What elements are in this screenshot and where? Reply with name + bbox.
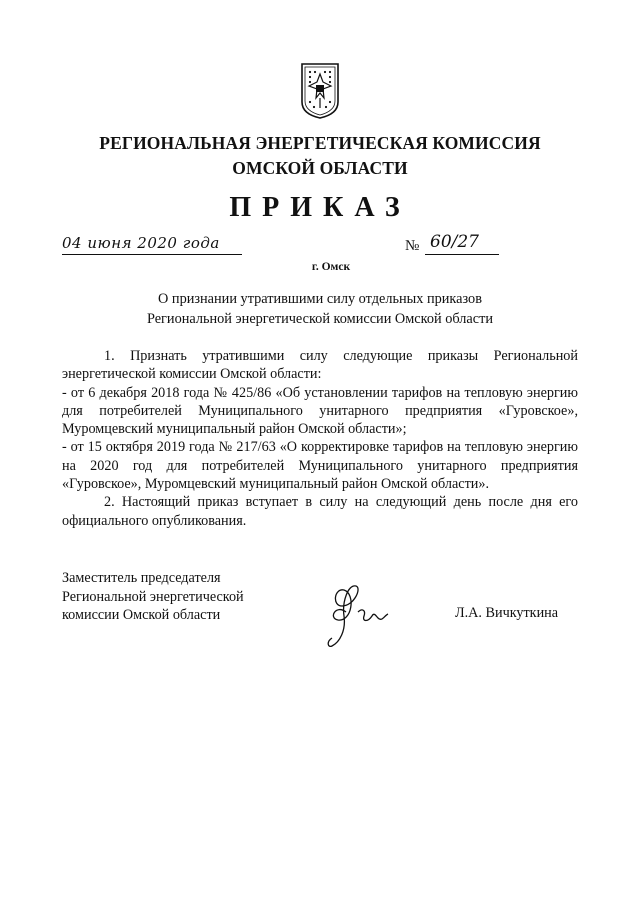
order-subject bbox=[0, 289, 640, 329]
position-line: комиссии Омской области bbox=[62, 607, 221, 623]
signatory-position bbox=[62, 569, 244, 625]
organization-region: ОМСКОЙ ОБЛАСТИ bbox=[232, 158, 408, 178]
document-type-title: ПРИКАЗ bbox=[229, 192, 411, 223]
subject-line: Региональной энергетической комиссии Омской области bbox=[146, 311, 494, 327]
handwritten-date: 04 июня 2020 года bbox=[62, 234, 220, 252]
order-body bbox=[62, 347, 578, 530]
city-line bbox=[0, 261, 640, 273]
paragraph-subitem-1: - от 6 декабря 2018 года № 425/86 «Об установлении тарифов на тепловую энергию для потребителей Муниципального унитарного предприятия «Гуровское», Муромцевский муниципальный район Омской области»; bbox=[62, 384, 578, 438]
position-line: Региональной энергетической bbox=[62, 588, 244, 605]
date-underline bbox=[62, 254, 242, 255]
paragraph-item-1: 1. Признать утратившими силу следующие приказы Региональной энергетической комиссии Омской области: bbox=[62, 348, 578, 383]
city-name: г. Омск bbox=[311, 261, 351, 273]
signatory-name: Л.А. Вичкуткина bbox=[455, 605, 559, 621]
paragraph-subitem-2: - от 15 октября 2019 года № 217/63 «О корректировке тарифов на тепловую энергию на 2020 год для потребителей Муниципального унитарного предприятия «Гуровское», Муромцевский муниципальный район Омской области». bbox=[62, 439, 578, 493]
coat-of-arms-icon bbox=[300, 62, 340, 120]
number-sign: № bbox=[405, 238, 420, 254]
subject-line: О признании утратившими силу отдельных приказов bbox=[158, 291, 482, 307]
number-underline bbox=[425, 254, 499, 255]
position-line: Заместитель председателя bbox=[62, 570, 221, 586]
handwritten-order-number: 60/27 bbox=[430, 232, 479, 252]
paragraph-item-2: 2. Настоящий приказ вступает в силу на следующий день после дня его официального опубликования. bbox=[62, 494, 578, 529]
handwritten-signature bbox=[318, 582, 398, 650]
organization-name: РЕГИОНАЛЬНАЯ ЭНЕРГЕТИЧЕСКАЯ КОМИССИЯ bbox=[99, 133, 541, 153]
